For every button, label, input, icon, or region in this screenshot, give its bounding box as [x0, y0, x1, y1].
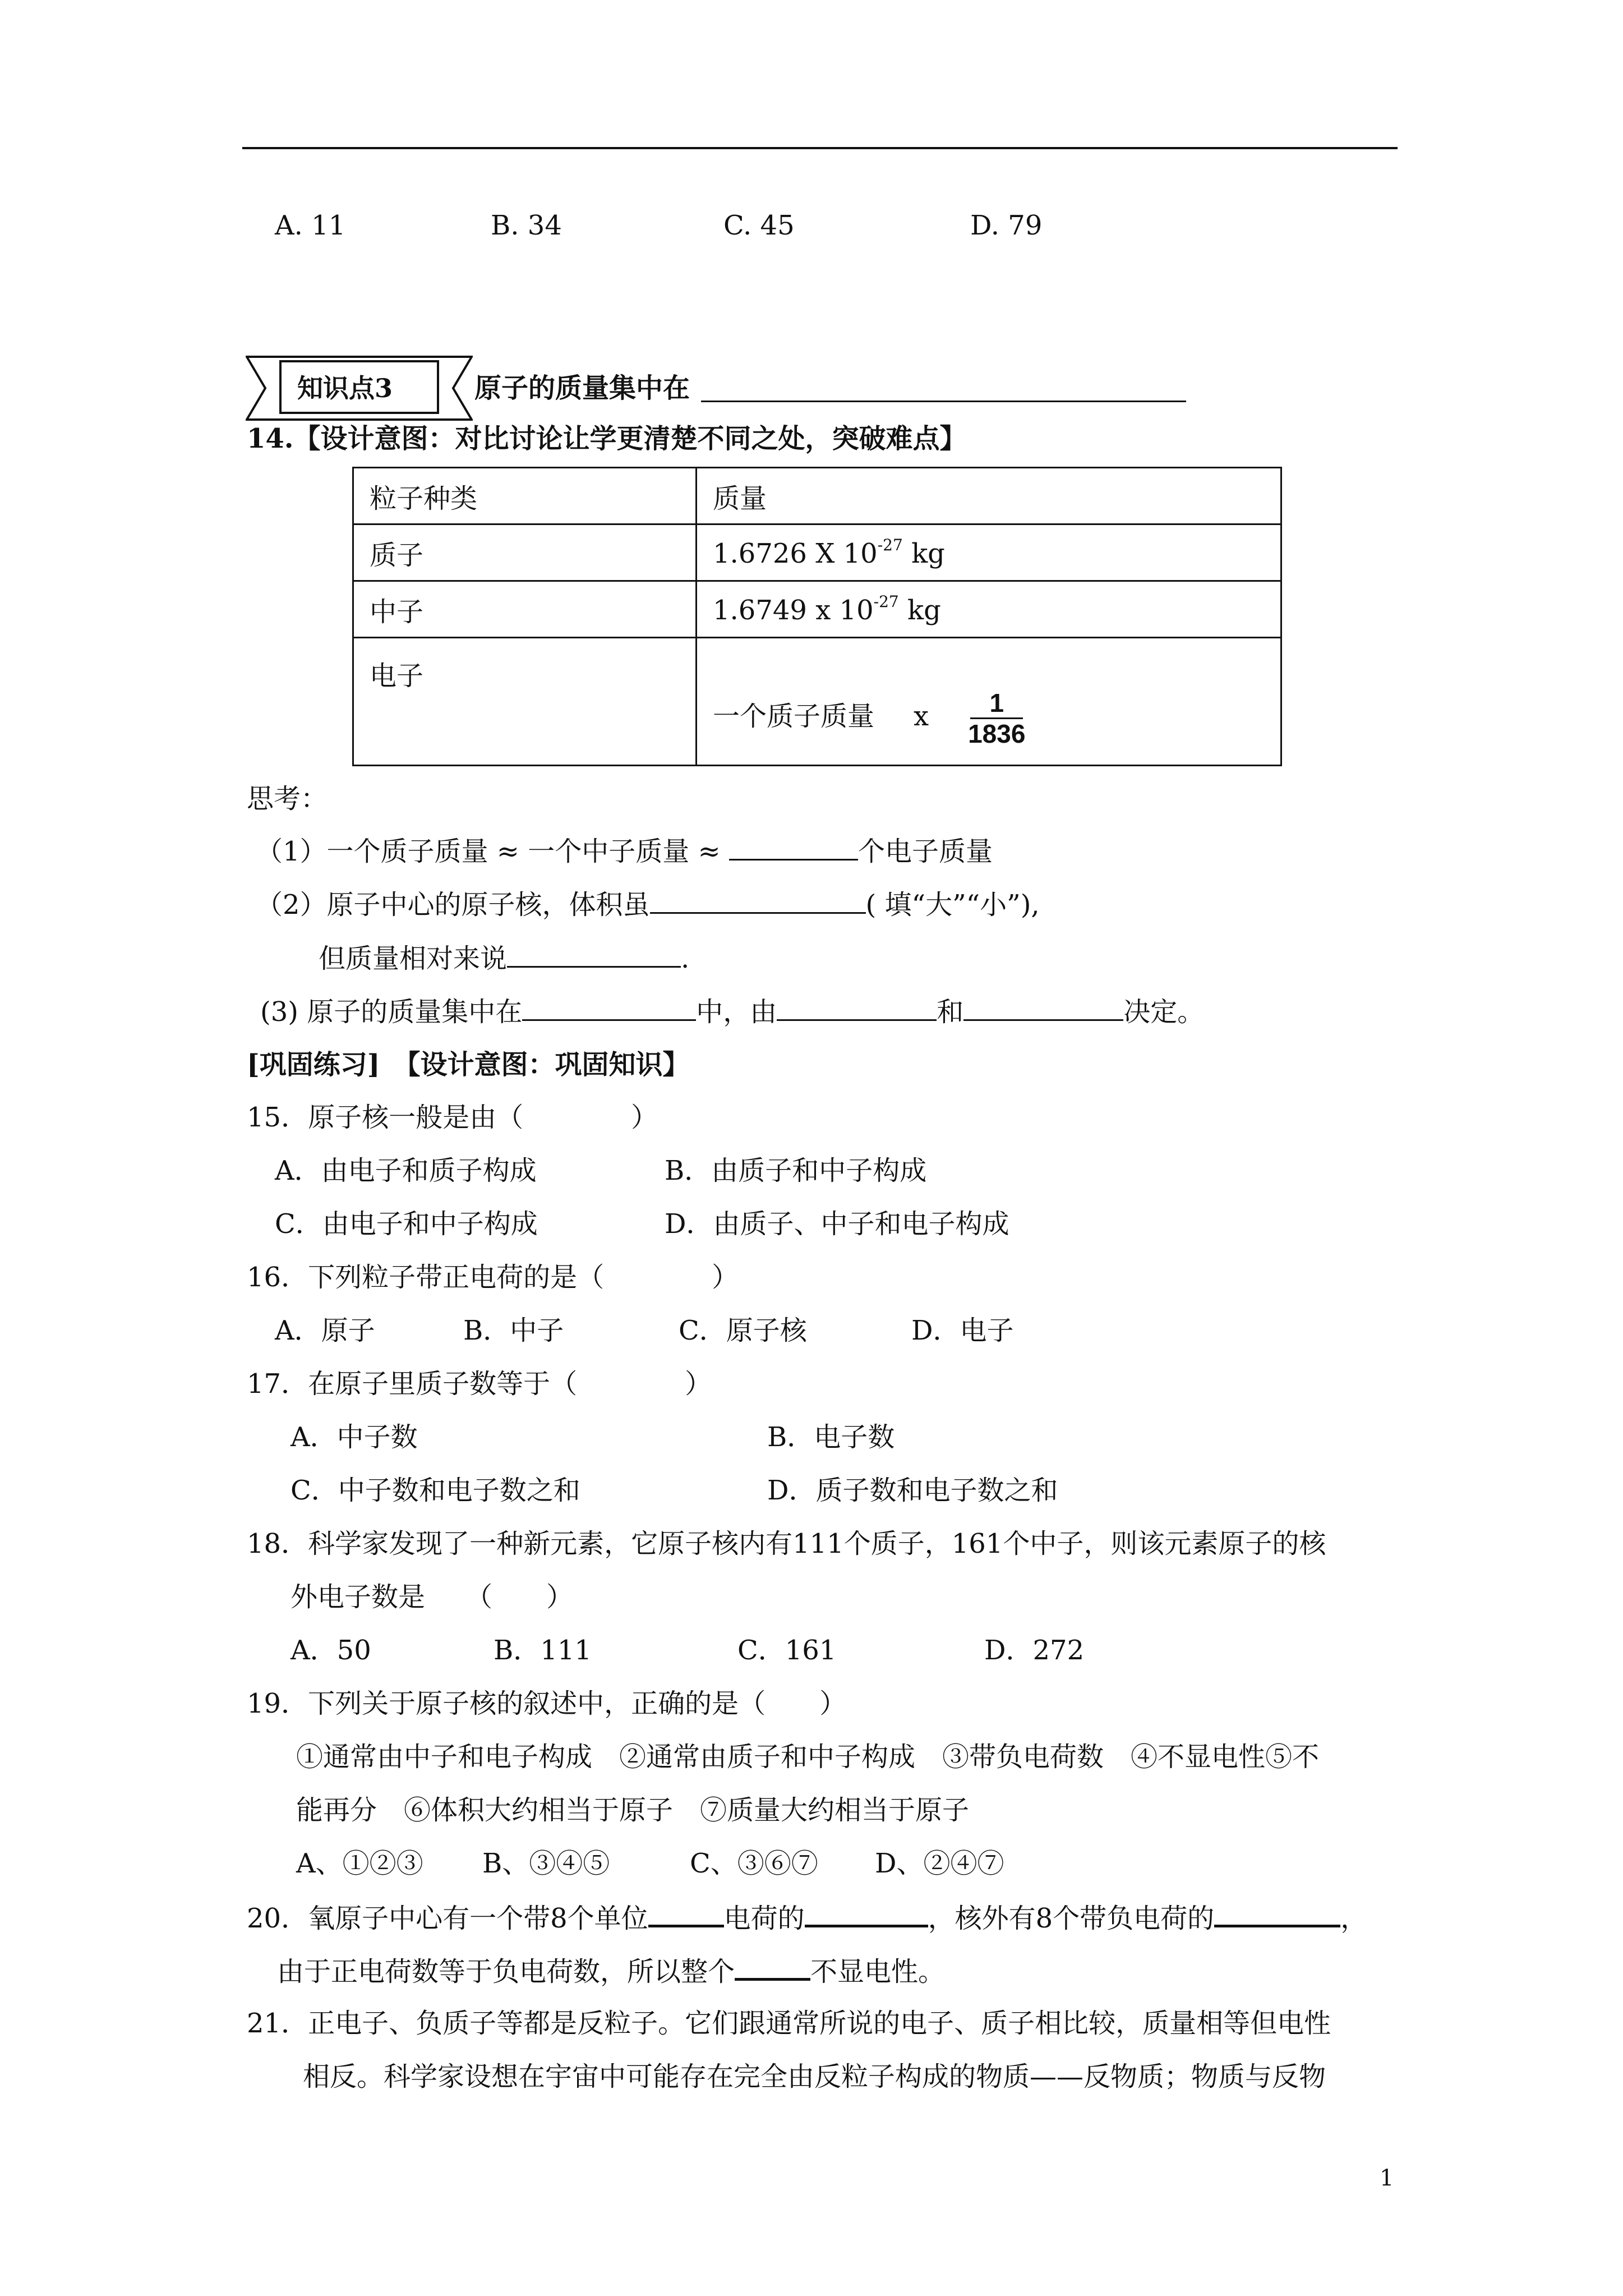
- mass-table: [352, 467, 1282, 766]
- q19-option-d: D、②④⑦: [875, 1848, 1004, 1879]
- q19-line2: 能再分 ⑥体积大约相当于原子 ⑦质量大约相当于原子: [296, 1795, 970, 1826]
- q15-stem: 15．原子核一般是由（ ）: [247, 1102, 658, 1133]
- knowledge-tag: 知识点3: [297, 373, 393, 403]
- q16-stem: 16．下列粒子带正电荷的是（ ）: [247, 1262, 739, 1293]
- think-q2-blank2[interactable]: [507, 941, 681, 968]
- q20-blank2[interactable]: [805, 1900, 928, 1927]
- electron-fraction: $\frac{1}{1836}$: [968, 688, 1026, 748]
- q17-option-d: D．质子数和电子数之和: [767, 1475, 1058, 1506]
- practice-heading: [巩固练习] 【设计意图：巩固知识】: [247, 1049, 690, 1080]
- q13-option-c: C. 45: [723, 210, 795, 241]
- q20-line2: 由于正电荷数等于负电荷数，所以整个 不显电性。: [277, 1953, 945, 1989]
- electron-mass: 一个质子质量 x $\frac{1}{1836}$: [697, 638, 1281, 766]
- neutron-mass: 1.6749 x $10^{-27}$ kg: [697, 581, 1281, 638]
- think-q3: (3) 原子的质量集中在 中，由 和 决定。: [260, 995, 1204, 1029]
- q17-option-c: C．中子数和电子数之和: [291, 1475, 580, 1506]
- neutron-name: 中子: [353, 581, 697, 638]
- think-q3-blank3[interactable]: [963, 995, 1123, 1021]
- q20-blank1[interactable]: [648, 1900, 724, 1927]
- think-q1-blank[interactable]: [729, 834, 858, 861]
- think-q2-blank[interactable]: [650, 887, 866, 914]
- q15-option-b: B．由质子和中子构成: [665, 1155, 927, 1186]
- q14-heading: 14.【设计意图：对比讨论让学更清楚不同之处，突破难点】: [247, 423, 967, 454]
- knowledge-blank[interactable]: [701, 370, 1186, 402]
- electron-name: 电子: [353, 638, 697, 766]
- think-q3-blank1[interactable]: [522, 995, 696, 1021]
- q19-stem: 19．下列关于原子核的叙述中，正确的是（ ）: [247, 1688, 847, 1719]
- q18-line2: 外电子数是 （ ）: [291, 1581, 574, 1613]
- page-number: 1: [1380, 2165, 1394, 2191]
- q19-option-b: B、③④⑤: [482, 1848, 610, 1879]
- think-q1: （1）一个质子质量 ≈ 一个中子质量 ≈ 个电子质量: [256, 834, 993, 868]
- q16-option-c: C．原子核: [679, 1315, 807, 1346]
- q16-option-d: D．电子: [911, 1315, 1014, 1346]
- q17-stem: 17．在原子里质子数等于（ ）: [247, 1368, 712, 1400]
- header-rule: [242, 147, 1398, 149]
- q19-option-a: A、①②③: [296, 1848, 423, 1879]
- q17-option-b: B．电子数: [767, 1421, 895, 1453]
- q17-option-a: A．中子数: [291, 1421, 418, 1453]
- q18-option-b: B．111: [494, 1635, 592, 1666]
- q20-blank3[interactable]: [1214, 1900, 1340, 1927]
- think-q2-line2: 但质量相对来说 .: [319, 941, 689, 976]
- q16-option-b: B．中子: [463, 1315, 564, 1346]
- q18-option-c: C．161: [737, 1635, 837, 1666]
- q18-option-d: D．272: [984, 1635, 1085, 1666]
- think-q3-blank2[interactable]: [777, 995, 937, 1021]
- proton-name: 质子: [353, 524, 697, 581]
- q19-option-c: C、③⑥⑦: [690, 1848, 818, 1879]
- q21-line1: 21．正电子、负质子等都是反粒子。它们跟通常所说的电子、质子相比较，质量相等但电性: [247, 2008, 1331, 2039]
- q18-option-a: A．50: [291, 1635, 371, 1666]
- q18-line1: 18．科学家发现了一种新元素，它原子核内有111个质子，161个中子，则该元素原子的核: [247, 1528, 1326, 1559]
- q15-option-c: C．由电子和中子构成: [275, 1208, 538, 1240]
- q13-option-b: B. 34: [491, 210, 562, 241]
- think-q2: （2）原子中心的原子核，体积虽 ( 填“大”“小”),: [256, 887, 1040, 922]
- proton-mass: 1.6726 X $10^{-27}$ kg: [697, 524, 1281, 581]
- q21-line2: 相反。科学家设想在宇宙中可能存在完全由反粒子构成的物质——反物质；物质与反物: [303, 2061, 1326, 2092]
- q13-option-d: D. 79: [970, 210, 1043, 241]
- table-header-mass: 质量: [697, 468, 1281, 524]
- q15-option-d: D．由质子、中子和电子构成: [665, 1208, 1009, 1240]
- q15-option-a: A．由电子和质子构成: [275, 1155, 537, 1186]
- table-header-particle: 粒子种类: [353, 468, 697, 524]
- q13-option-a: A. 11: [275, 210, 346, 241]
- q20-blank4[interactable]: [735, 1953, 810, 1981]
- q16-option-a: A．原子: [275, 1315, 375, 1346]
- knowledge-title: 原子的质量集中在: [474, 372, 690, 404]
- q20-line1: 20．氧原子中心有一个带8个单位 电荷的 ，核外有8个带负电荷的 ，: [247, 1900, 1367, 1935]
- q19-line1: ①通常由中子和电子构成 ②通常由质子和中子构成 ③带负电荷数 ④不显电性⑤不: [296, 1741, 1320, 1773]
- think-label: 思考：: [247, 783, 328, 815]
